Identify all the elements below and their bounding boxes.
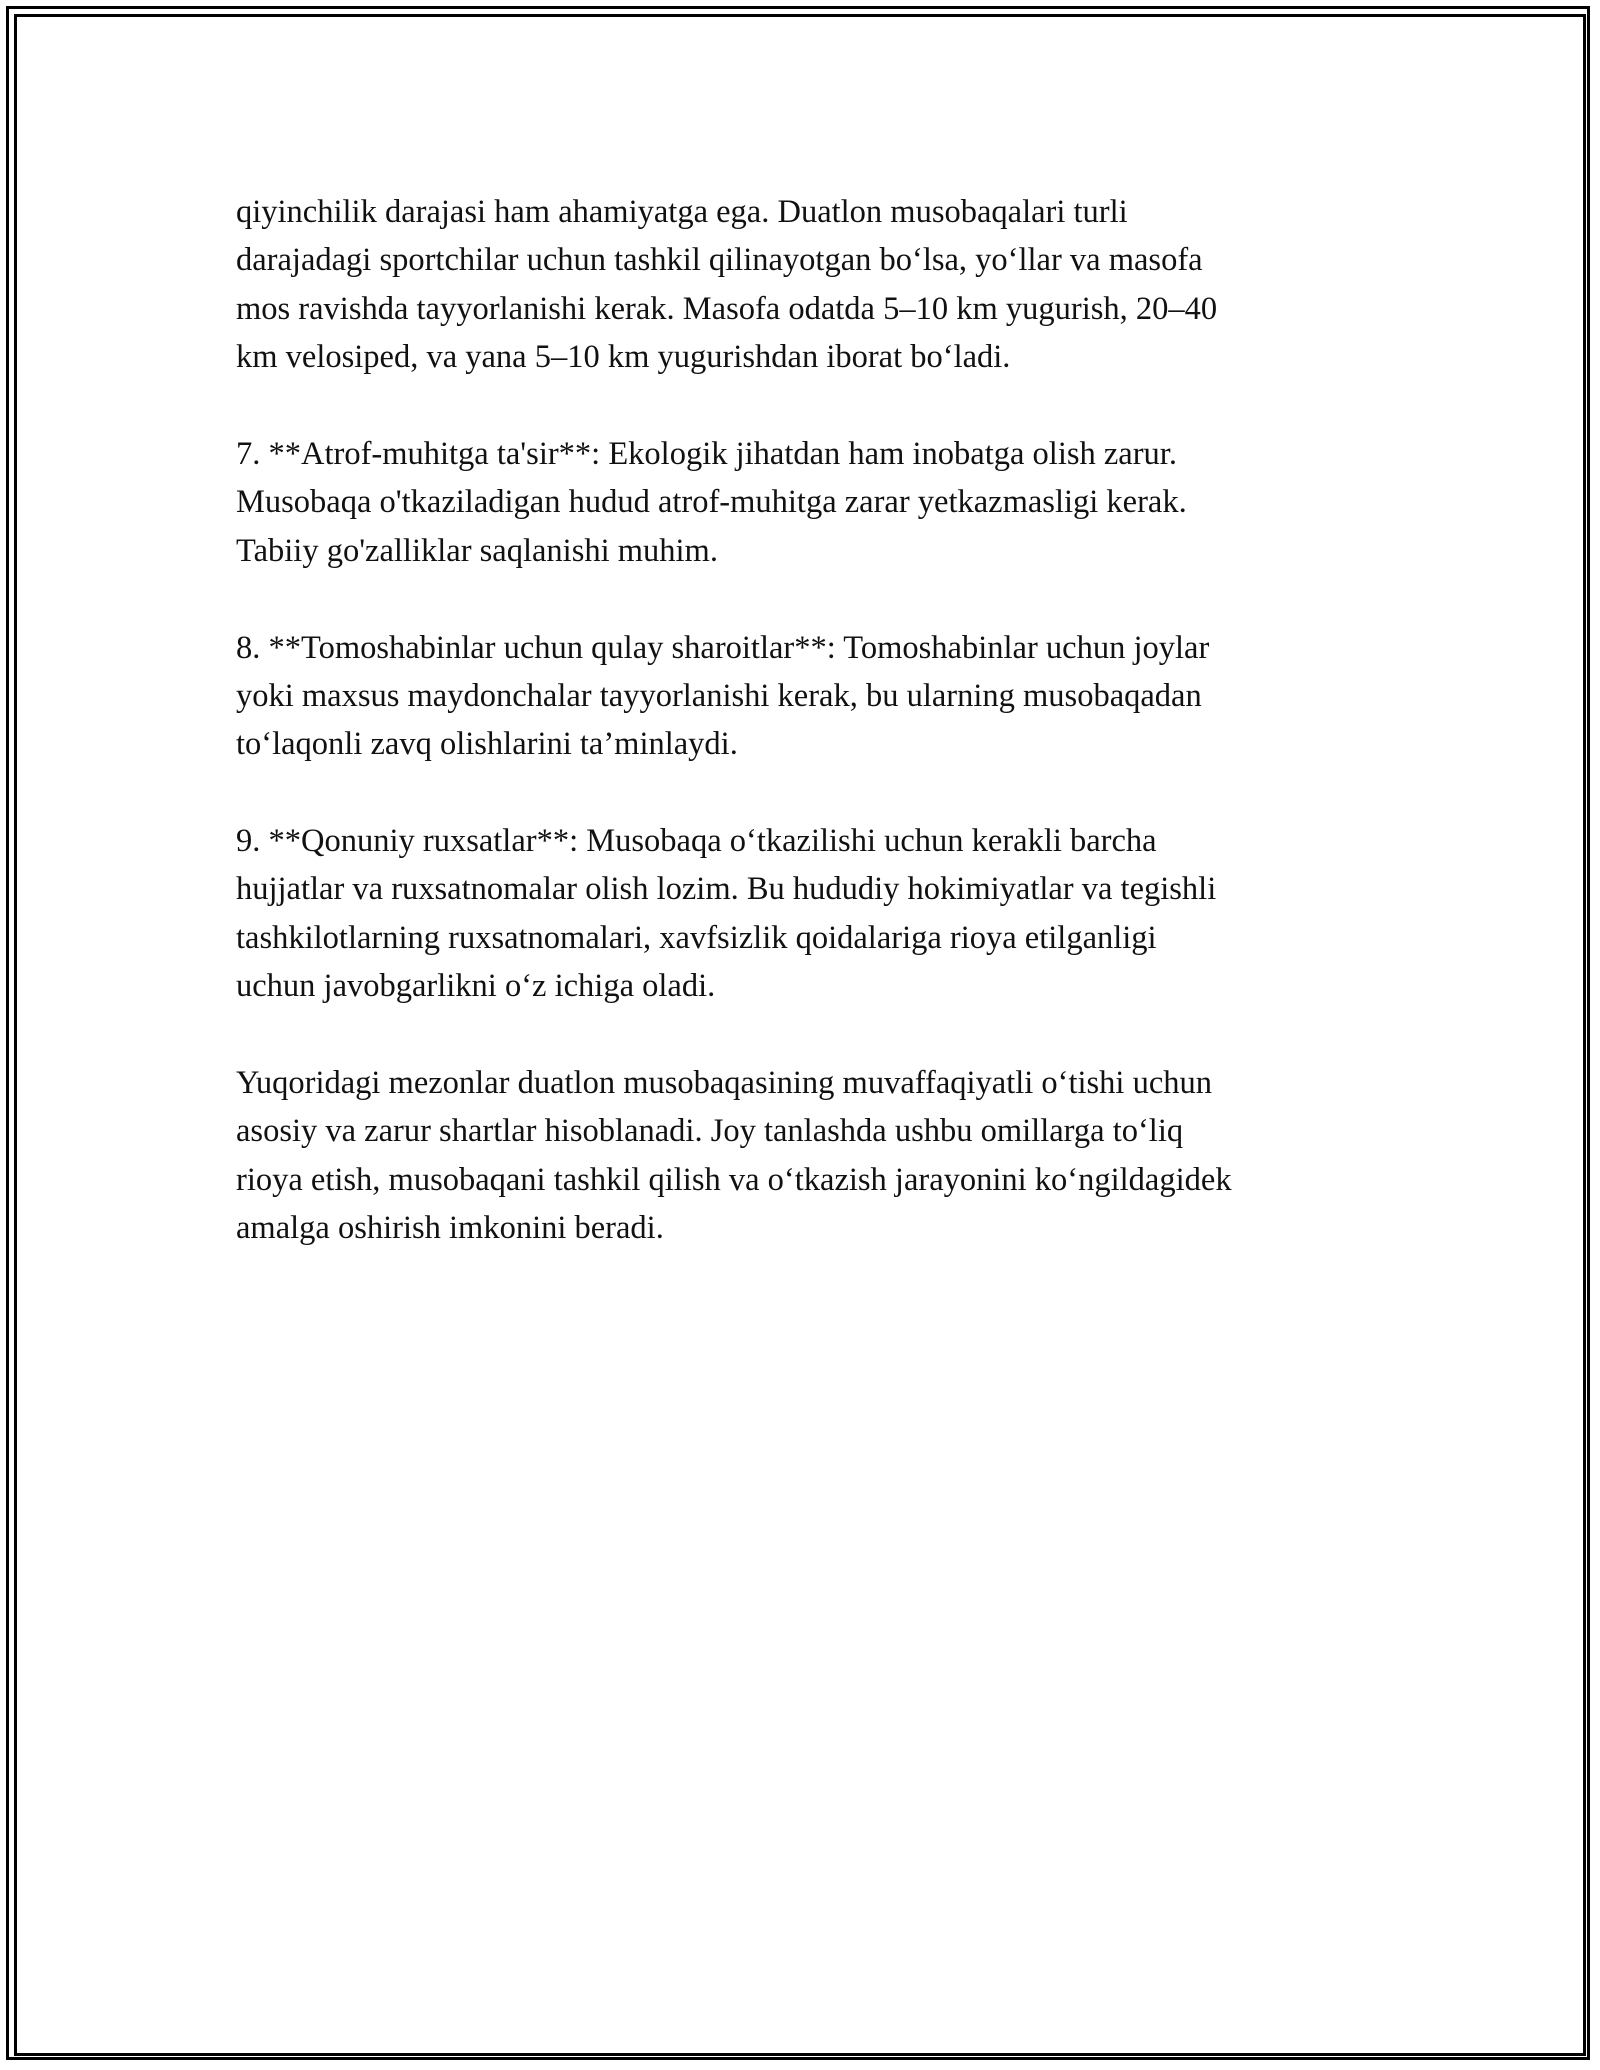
text-line: Tabiiy go'zalliklar saqlanishi muhim. [236, 532, 718, 569]
text-line: tashkilotlarning ruxsatnomalari, xavfsizlik qoidalariga rioya etilganligi [236, 919, 1157, 956]
text-line: rioya etish, musobaqani tashkil qilish va o‘tkazish jarayonini ko‘ngildagidek [236, 1161, 1232, 1198]
paragraph-spacer [236, 1011, 1366, 1059]
text-line: asosiy va zarur shartlar hisoblanadi. Joy tanlashda ushbu omillarga to‘liq [236, 1113, 1184, 1150]
text-line: Yuqoridagi mezonlar duatlon musobaqasining muvaffaqiyatli o‘tishi uchun [236, 1065, 1213, 1102]
text-line: yoki maxsus maydonchalar tayyorlanishi kerak, bu ularning musobaqadan [236, 677, 1202, 714]
text-line: qiyinchilik darajasi ham ahamiyatga ega. Duatlon musobaqalari turli [236, 194, 1128, 230]
text-line: 9. **Qonuniy ruxsatlar**: Musobaqa o‘tkazilishi uchun kerakli barcha [236, 823, 1157, 860]
paragraph-spacer [236, 769, 1366, 817]
text-line: to‘laqonli zavq olishlarini ta’minlaydi. [236, 726, 738, 763]
paragraph-item-8-spectators [236, 624, 1366, 769]
paragraph-course-difficulty [236, 188, 1366, 382]
text-line: 7. **Atrof-muhitga ta'sir**: Ekologik jihatdan ham inobatga olish zarur. [236, 435, 1177, 472]
text-line: amalga oshirish imkonini beradi. [236, 1210, 664, 1247]
text-line: mos ravishda tayyorlanishi kerak. Masofa odatda 5–10 km yugurish, 20–40 [236, 290, 1218, 327]
paragraph-item-7-environment [236, 430, 1366, 575]
text-line: darajadagi sportchilar uchun tashkil qilinayotgan bo‘lsa, yo‘llar va masofa [236, 242, 1203, 279]
text-line: km velosiped, va yana 5–10 km yugurishdan iborat bo‘ladi. [236, 339, 1011, 376]
text-line: uchun javobgarlikni o‘z ichiga oladi. [236, 968, 716, 1005]
paragraph-spacer [236, 575, 1366, 623]
text-line: hujjatlar va ruxsatnomalar olish lozim. Bu hududiy hokimiyatlar va tegishli [236, 871, 1217, 908]
paragraph-item-9-legal-permits [236, 817, 1366, 1011]
text-line: 8. **Tomoshabinlar uchun qulay sharoitlar**: Tomoshabinlar uchun joylar [236, 629, 1210, 666]
paragraph-conclusion [236, 1059, 1366, 1253]
document-body [236, 188, 1366, 1253]
paragraph-spacer [236, 382, 1366, 430]
text-line: Musobaqa o'tkaziladigan hudud atrof-muhitga zarar yetkazmasligi kerak. [236, 484, 1187, 521]
